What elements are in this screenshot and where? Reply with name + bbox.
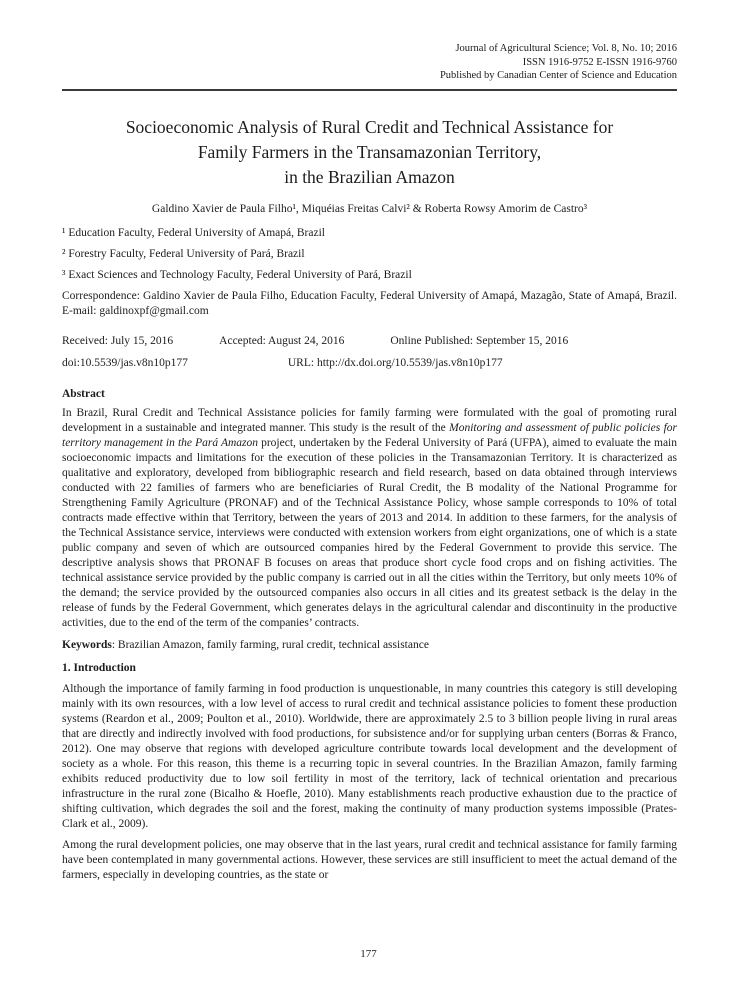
abstract-part-2: project, undertaken by the Federal University of Pará (UFPA), aimed to evaluate the main socioeconomic impacts and limitations for the execution of these policies in the Transamazonian Territory. It is characterized as qualitative and exploratory, developed from bibliographic research and field research, based on data obtained through interviews conducted with 22 families of farmers who are beneficiaries of Rural Credit, the B modality of the National Programme for Strengthening Family Agriculture (PRONAF) and of the Technical Assistance Policy, whose sample corresponds to 10% of total contracts made effective within that Territory, between the years of 2013 and 2014. In addition to these farmers, for the analysis of the Technical Assistance service, interviews were conducted with extension workers from eight organizations, one of which is a state public company and seven of which are outsourced companies hired by the Federal Government to provide this service. The descriptive analysis shows that PRONAF B focuses on areas that produce short cycle food crops and on fishing activities. The technical assistance service provided by the public company is carried out in all the cities within the Territory, but only meets 10% of the demand; the service provided by the outsourced companies also occurs in all cities and its greatest setback is the delay in the release of funds by the Federal Government, which generates delays in the agricultural calendar and discontinuity in the productive activities, due to the end of the term of the companies’ contracts. — [62, 436, 677, 629]
doi-row — [62, 356, 677, 371]
keywords-line — [62, 638, 677, 653]
paper-title-line-1: Socioeconomic Analysis of Rural Credit and Technical Assistance for — [125, 116, 614, 137]
introduction-heading: 1. Introduction — [62, 661, 136, 674]
keywords-label: Keywords — [62, 638, 112, 651]
affiliations-block — [62, 226, 677, 283]
introduction-paragraph-1: Although the importance of family farming in food production is unquestionable, in many countries this category is still developing mainly with its own resources, with a low level of access to rural credit and technical assistance policies to foment these production systems (Reardon et al., 2009; Poulton et al., 2010). Worldwide, there are approximately 2.5 to 3 billion people living in rural areas that are directly and indirectly involved with food productions, for subsistence and/or for supplying urban centers (Borras & Franco, 2012). One may observe that regions with developed agriculture contribute towards local development and the development of society as a whole. For this reason, this theme is a recurring topic in several countries. In the Brazilian Amazon, family farming exhibits reduced productivity due to low soil fertility in most of the territory, lack of technical orientation and precarious infrastructure in the rural zone (Bicalho & Hoefle, 2010). Many establishments reach productive exhaustion due to the practice of shifting cultivation, which degrades the soil and the forest, making the continuity of many production systems impossible (Prates-Clark et al., 2009). — [62, 682, 677, 830]
abstract-part-1: In Brazil, Rural Credit and Technical Assistance policies for family farming were formulated with the goal of promoting rural development in a sustainable and integrated manner. This study is the result of the — [62, 406, 677, 434]
correspondence-note: Correspondence: Galdino Xavier de Paula Filho, Education Faculty, Federal University of Amapá, Mazagão, State of Amapá, Brazil. E-mail: galdinoxpf@gmail.com — [62, 289, 677, 317]
journal-issn-line: ISSN 1916-9752 E-ISSN 1916-9760 — [522, 56, 677, 68]
journal-masthead — [62, 42, 677, 91]
authors-line: Galdino Xavier de Paula Filho¹, Miquéias Freitas Calvi² & Roberta Rowsy Amorim de Castro³ — [151, 202, 588, 215]
received-date: Received: July 15, 2016 — [62, 334, 174, 347]
page-number: 177 — [360, 948, 377, 960]
dates-row — [62, 334, 677, 349]
paper-title — [62, 115, 677, 190]
url-text: URL: http://dx.doi.org/10.5539/jas.v8n10p177 — [287, 356, 503, 369]
accepted-date: Accepted: August 24, 2016 — [219, 334, 345, 347]
abstract-heading: Abstract — [62, 387, 105, 400]
introduction-paragraph-2: Among the rural development policies, one may observe that in the last years, rural credit and technical assistance for family farming have been contemplated in many governmental actions. However, these services are still insufficient to meet the actual demand of the farmers, especially in developing countries, as the state or — [62, 838, 677, 881]
abstract-project-name: Monitoring and assessment of public policies for territory management in the Pará Amazon — [62, 421, 677, 449]
affiliation-1: ¹ Education Faculty, Federal University of Amapá, Brazil — [62, 226, 325, 239]
journal-publisher-line: Published by Canadian Center of Science and Education — [439, 70, 677, 81]
abstract-text — [62, 406, 677, 631]
paper-title-line-2: Family Farmers in the Transamazonian Territory, — [197, 141, 542, 162]
affiliation-3: ³ Exact Sciences and Technology Faculty, Federal University of Pará, Brazil — [62, 268, 412, 281]
online-published-date: Online Published: September 15, 2016 — [390, 334, 569, 347]
keywords-text: : Brazilian Amazon, family farming, rural credit, technical assistance — [111, 638, 429, 651]
journal-title-line: Journal of Agricultural Science; Vol. 8, No. 10; 2016 — [455, 43, 677, 54]
paper-title-line-3: in the Brazilian Amazon — [284, 166, 455, 187]
doi-text: doi:10.5539/jas.v8n10p177 — [62, 356, 188, 369]
affiliation-2: ² Forestry Faculty, Federal University of Pará, Brazil — [62, 247, 305, 260]
